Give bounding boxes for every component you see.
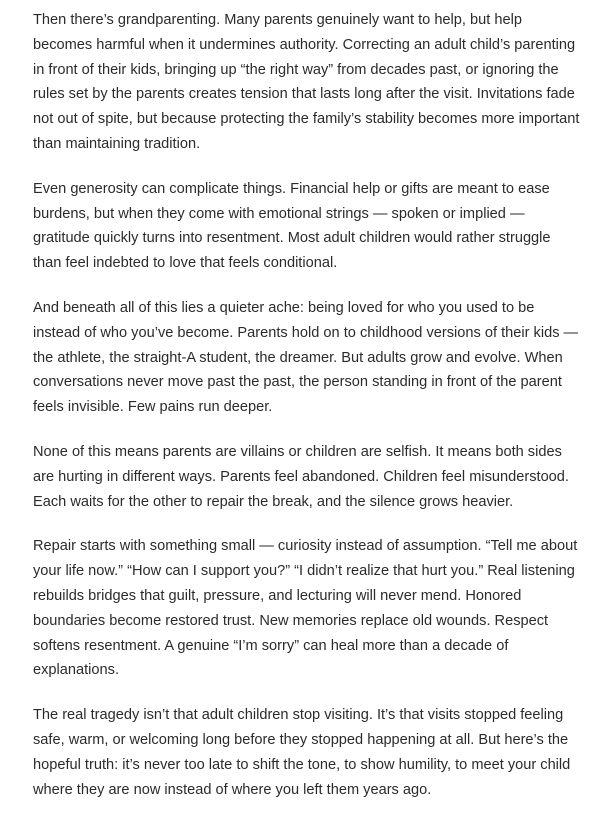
paragraph-both-sides: None of this means parents are villains or children are selfish. It means both sides are hurting in different ways. Parents feel abandoned. Children feel misunderstood. Each waits for the other to repair the break, and the silence grows heavier. [33,443,569,510]
paragraph-generosity: Even generosity can complicate things. Financial help or gifts are meant to ease burdens, but when they come with emotional strings — spoken or implied — gratitude quickly turns into resentment. Most adult children would rather struggle than feel indebted to love that feels conditional. [33,180,551,272]
paragraph-real-tragedy: The real tragedy isn’t that adult children stop visiting. It’s that visits stopped feeling safe, warm, or welcoming long before they stopped happening at all. But here’s the hopeful truth: it’s never too late to shift the tone, to show humility, to meet your child where they are now instead of where you left them years ago. [33,707,571,798]
paragraph-quieter-ache: And beneath all of this lies a quieter ache: being loved for who you used to be instead of who you’ve become. Parents hold on to childhood versions of their kids — the athlete, the straight-A student, the dreamer. But adults grow and evolve. When conversations never move past the past, the person standing in front of the parent feels invisible. Few pains run deeper. [33,299,579,416]
article-body [33,8,581,802]
paragraph-repair: Repair starts with something small — curiosity instead of assumption. “Tell me about your life now.” “How can I support you?” “I didn’t realize that hurt you.” Real listening rebuilds bridges that guilt, pressure, and lecturing will never mend. Honored boundaries become restored trust. New memories replace old wounds. Respect softens resentment. A genuine “I’m sorry” can heal more than a decade of explanations. [33,538,578,679]
paragraph-grandparenting: Then there’s grandparenting. Many parents genuinely want to help, but help becomes harmful when it undermines authority. Correcting an adult child’s parenting in front of their kids, bringing up “the right way” from decades past, or ignoring the rules set by the parents creates tension that lasts long after the visit. Invitations fade not out of spite, but because protecting the family’s stability becomes more important than maintaining tradition. [33,12,580,152]
